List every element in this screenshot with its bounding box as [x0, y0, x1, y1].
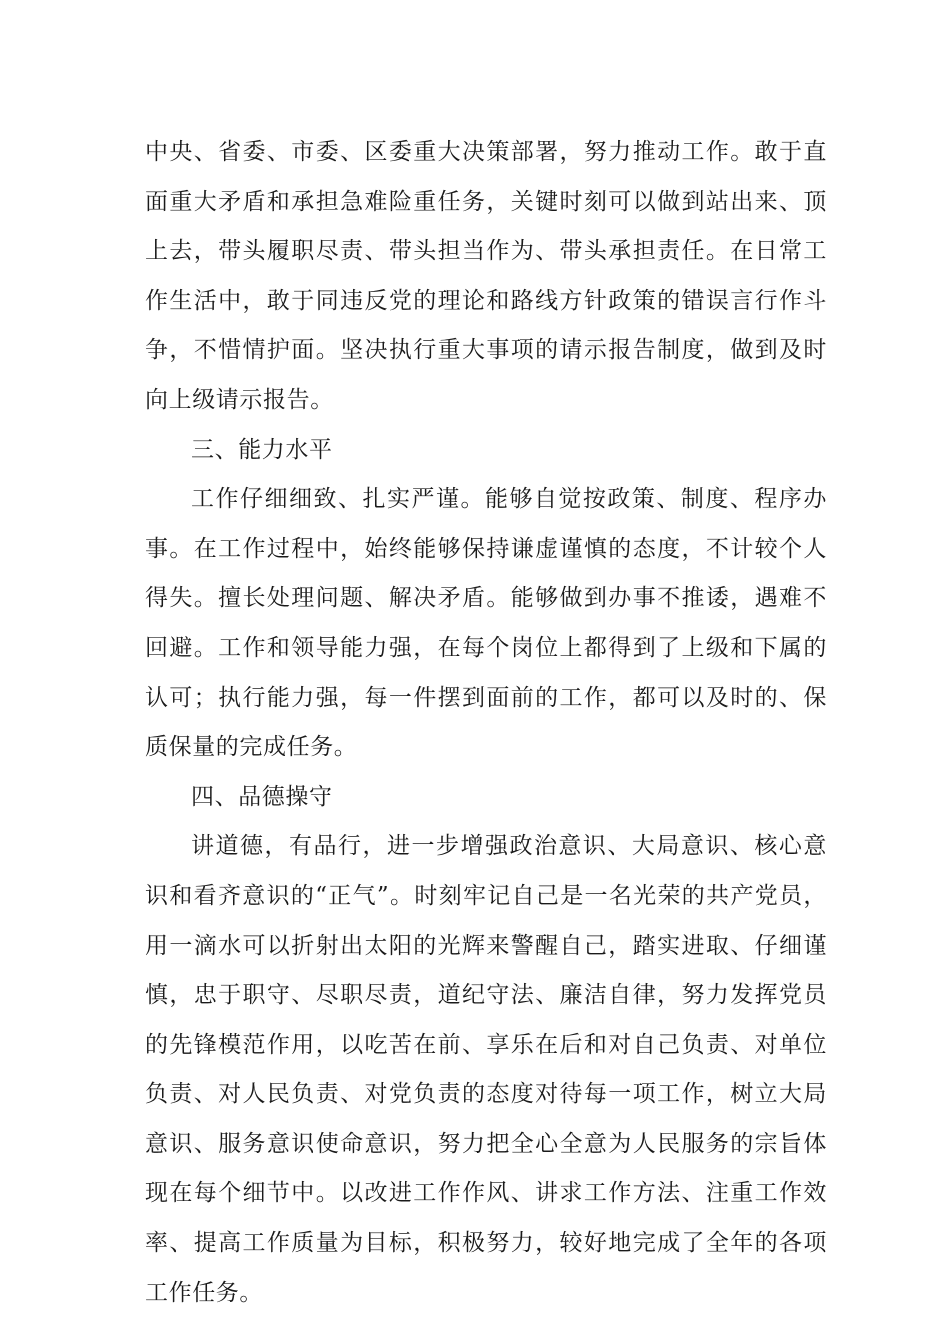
paragraph-continuation: 中央、省委、市委、区委重大决策部署，努力推动工作。敢于直面重大矛盾和承担急难险重任务，关键时刻可以做到站出来、顶上去，带头履职尽责、带头担当作为、带头承担责任。在日常工作生活中，敢于同违反党的理论和路线方针政策的错误言行作斗争，不惜情护面。坚决执行重大事项的请示报告制度，做到及时向上级请示报告。: [145, 139, 827, 413]
paragraph-ability: 工作仔细细致、扎实严谨。能够自觉按政策、制度、程序办事。在工作过程中，始终能够保持谦虚谨慎的态度，不计较个人得失。擅长处理问题、解决矛盾。能够做到办事不推诿，遇难不回避。工作和领导能力强，在每个岗位上都得到了上级和下属的认可；执行能力强，每一件摆到面前的工作，都可以及时的、保质保量的完成任务。: [145, 486, 827, 761]
document-body: [145, 128, 827, 1318]
paragraph-morality: 讲道德，有品行，进一步增强政治意识、大局意识、核心意识和看齐意识的“正气”。时刻牢记自己是一名光荣的共产党员，用一滴水可以折射出太阳的光辉来警醒自己，踏实进取、仔细谨慎，忠于职守、尽职尽责，道纪守法、廉洁自律，努力发挥党员的先锋模范作用，以吃苦在前、享乐在后和对自己负责、对单位负责、对人民负责、对党负责的态度对待每一项工作，树立大局意识、服务意识使命意识，努力把全心全意为人民服务的宗旨体现在每个细节中。以改进工作作风、讲求工作方法、注重工作效率、提高工作质量为目标，积极努力，较好地完成了全年的各项工作任务。: [145, 833, 827, 1306]
section-heading-morality: 四、品德操守: [191, 783, 333, 810]
section-heading-ability: 三、能力水平: [191, 436, 333, 463]
